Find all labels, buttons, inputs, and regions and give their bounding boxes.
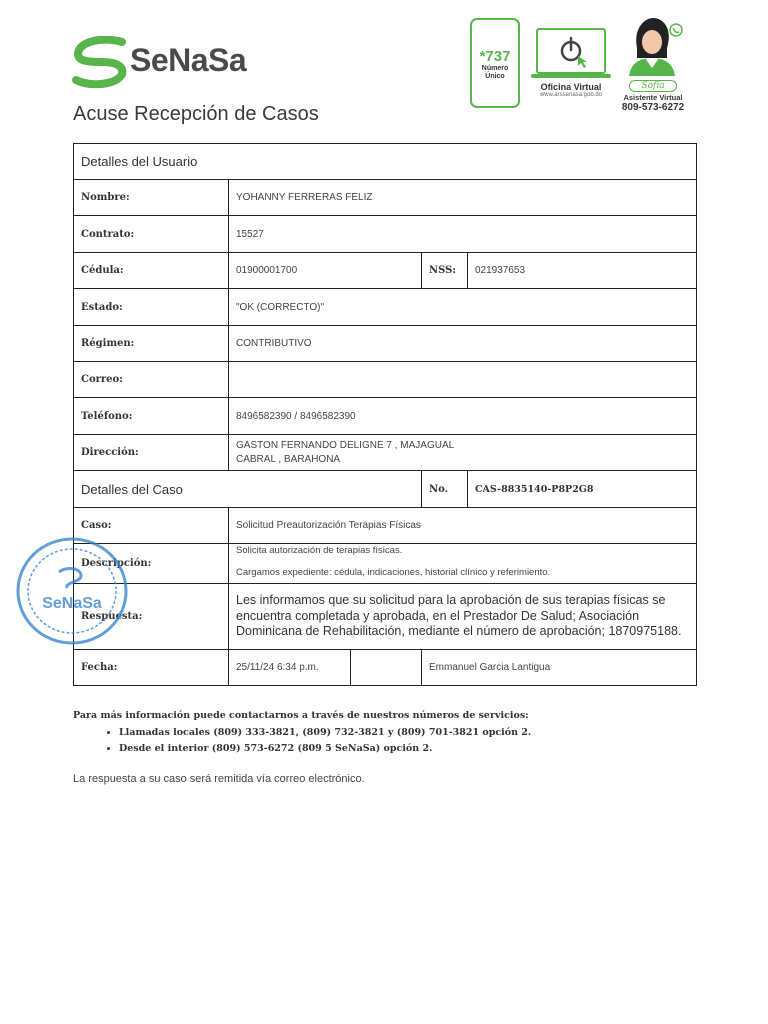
caso-value: Solicitud Preautorización Terapias Físicas	[229, 508, 697, 544]
descripcion-line-1: Solicita autorización de terapias físicas.	[236, 545, 403, 556]
estado-value: "OK (CORRECTO)"	[229, 289, 697, 326]
correo-label: Correo:	[74, 362, 229, 398]
descripcion-label: Descripción:	[74, 544, 229, 584]
phone-badge	[470, 18, 520, 108]
contrato-value: 15527	[229, 216, 697, 253]
correo-value	[229, 362, 697, 398]
descripcion-line-2: Cargamos expediente: cédula, indicaciones, historial clínico y referimiento.	[236, 567, 551, 578]
senasa-swoosh-icon	[72, 36, 128, 88]
user-section-heading: Detalles del Usuario	[74, 144, 697, 180]
cedula-label: Cédula:	[74, 253, 229, 289]
assistant-phone: 809-573-6272	[621, 102, 685, 113]
page-title: Acuse Recepción de Casos	[73, 103, 319, 125]
nombre-value: YOHANNY FERRERAS FELIZ	[229, 180, 697, 216]
estado-label: Estado:	[74, 289, 229, 326]
phone-number: *737	[479, 48, 511, 65]
laptop-icon	[536, 28, 606, 74]
office-url: www.arssenasa.gob.do	[539, 92, 603, 98]
case-no-label: No.	[422, 471, 468, 508]
respuesta-value: Les informamos que su solicitud para la aprobación de sus terapias físicas se encuentra completada y aprobada, en el Prestador De Salud; Asociación Dominicana de Rehabilitación, mediante el número de aprobación; 1870975188.	[229, 584, 697, 650]
footer-contact-list	[73, 725, 713, 757]
regimen-value: CONTRIBUTIVO	[229, 326, 697, 362]
assistant-name: Sofía	[629, 80, 677, 92]
direccion-value	[229, 435, 697, 471]
footer	[73, 710, 713, 785]
power-icon	[538, 30, 604, 72]
telefono-label: Teléfono:	[74, 398, 229, 435]
phone-label-2: Único	[485, 73, 505, 80]
contrato-label: Contrato:	[74, 216, 229, 253]
direccion-label: Dirección:	[74, 435, 229, 471]
phone-label-1: Número	[481, 65, 509, 72]
regimen-label: Régimen:	[74, 326, 229, 362]
brand-name: SeNaSa	[130, 42, 247, 78]
respuesta-label: Respuesta:	[74, 584, 229, 650]
footer-intro: Para más información puede contactarnos a través de nuestros números de servicios:	[73, 710, 529, 721]
fecha-value: 25/11/24 6:34 p.m.	[229, 650, 351, 686]
case-receipt-table	[73, 143, 697, 686]
fecha-label: Fecha:	[74, 650, 229, 686]
footer-note: La respuesta a su caso será remitida vía correo electrónico.	[73, 773, 365, 785]
assistant-badge	[616, 18, 690, 113]
senasa-logo	[72, 36, 272, 90]
footer-contact-item: • Llamadas locales (809) 333-3821, (809) 732-3821 y (809) 701-3821 opción 2.	[119, 725, 713, 741]
office-label: Oficina Virtual	[540, 82, 602, 92]
fecha-blank	[351, 650, 422, 686]
caso-label: Caso:	[74, 508, 229, 544]
footer-contact-item: • Desde el interior (809) 573-6272 (809 5 SeNaSa) opción 2.	[119, 741, 713, 757]
office-badge	[530, 18, 612, 108]
direccion-line-2: CABRAL , BARAHONA	[236, 453, 341, 465]
agent-name: Emmanuel Garcia Lantigua	[422, 650, 697, 686]
case-section-heading: Detalles del Caso	[74, 471, 422, 508]
case-no-value: CAS-8835140-P8P2G8	[468, 471, 697, 508]
nss-value: 021937653	[468, 253, 697, 289]
senasa-stamp	[15, 536, 129, 646]
telefono-value: 8496582390 / 8496582390	[229, 398, 697, 435]
descripcion-value	[229, 544, 697, 584]
stamp-text: SeNaSa	[42, 595, 102, 612]
assistant-label: Asistente Virtual	[623, 93, 683, 102]
cedula-value: 01900001700	[229, 253, 422, 289]
direccion-line-1: GASTON FERNANDO DELIGNE 7 , MAJAGUAL	[236, 439, 455, 451]
nombre-label: Nombre:	[74, 180, 229, 216]
nss-label: NSS:	[422, 253, 468, 289]
assistant-avatar-icon	[623, 18, 683, 76]
stamp-seal-icon	[15, 536, 129, 646]
